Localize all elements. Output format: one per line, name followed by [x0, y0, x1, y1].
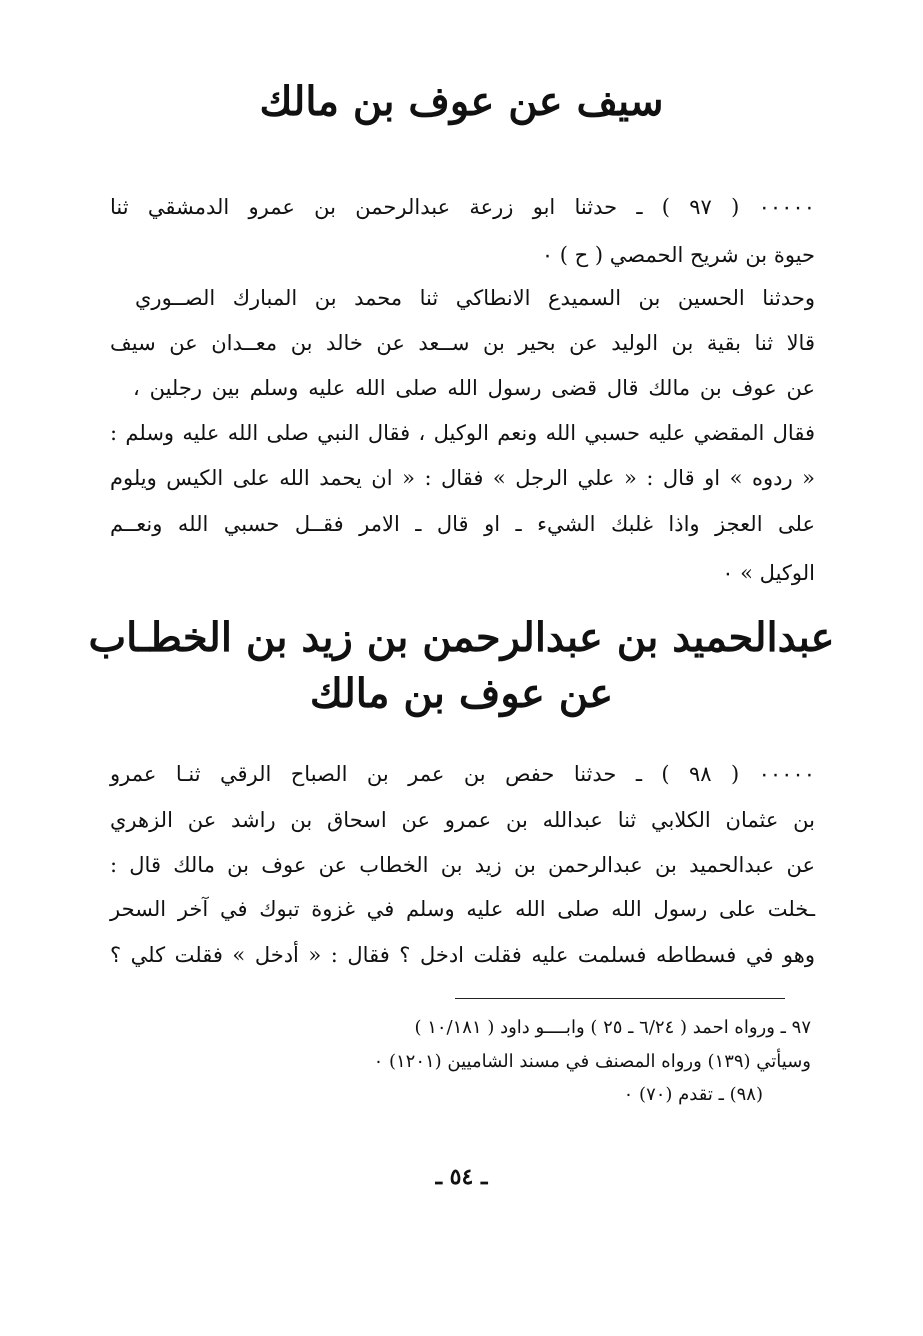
section-title-abdulhamid-line-2: عن عوف بن مالك [309, 670, 614, 717]
footnote-97-continued: وسيأتي (١٣٩) ورواه المصنف في مسند الشاميين (١٢٠١) ٠ [373, 1051, 811, 1072]
hadith-97-line-5: عن عوف بن مالك قال قضى رسول الله صلى الله عليه وسلم بين رجلين ، [133, 376, 815, 400]
footnote-98: (٩٨) ـ تقدم (٧٠) ٠ [623, 1084, 763, 1105]
hadith-97-line-6: فقال المقضي عليه حسبي الله ونعم الوكيل ، فقال النبي صلى الله عليه وسلم : [110, 421, 815, 445]
hadith-97-line-4: قالا ثنا بقية بن الوليد عن بحير بن ســعد عن خالد بن معــدان عن سيف [110, 331, 815, 355]
hadith-98-line-5: وهو في فسطاطه فسلمت عليه فقلت ادخل ؟ فقال : « أدخل » فقلت كلي ؟ [110, 943, 815, 967]
hadith-98-line-3: عن عبدالحميد بن عبدالرحمن بن زيد بن الخطاب عن عوف بن مالك قال : [110, 853, 815, 877]
section-title-abdulhamid-line-1: عبدالحميد بن عبدالرحمن بن زيد بن الخطـاب [88, 614, 835, 661]
footnote-97: ٩٧ ـ ورواه احمد ( ٦/٢٤ ـ ٢٥ ) وابــــو داود ( ١٠/١٨١ ) [414, 1017, 811, 1038]
hadith-97-line-2: حيوة بن شريح الحمصي ( ح ) ٠ [541, 243, 815, 267]
page-number: ـ ٥٤ ـ [435, 1164, 488, 1190]
footnote-separator [455, 998, 785, 999]
section-title-saif: سيف عن عوف بن مالك [259, 78, 664, 125]
hadith-97-line-1: ٠٠٠٠٠ ( ٩٧ ) ـ حدثنا ابو زرعة عبدالرحمن بن عمرو الدمشقي ثنا [110, 195, 815, 219]
hadith-98-line-4: ـخلت على رسول الله صلى الله عليه وسلم في غزوة تبوك في آخر السحر [110, 897, 815, 921]
hadith-97-line-8: على العجز واذا غلبك الشيء ـ او قال ـ الامر فقــل حسبي الله ونعــم [110, 512, 815, 536]
hadith-97-line-3: وحدثنا الحسين بن السميدع الانطاكي ثنا محمد بن المبارك الصــوري [135, 286, 815, 310]
hadith-97-line-9: الوكيل » ٠ [722, 561, 815, 585]
hadith-98-line-2: بن عثمان الكلابي ثنا عبدالله بن عمرو عن اسحاق بن راشد عن الزهري [110, 808, 815, 832]
hadith-98-line-1: ٠٠٠٠٠ ( ٩٨ ) ـ حدثنا حفص بن عمر بن الصباح الرقي ثنـا عمرو [110, 762, 815, 786]
hadith-97-line-7: « ردوه » او قال : « علي الرجل » فقال : « ان يحمد الله على الكيس ويلوم [110, 466, 815, 490]
